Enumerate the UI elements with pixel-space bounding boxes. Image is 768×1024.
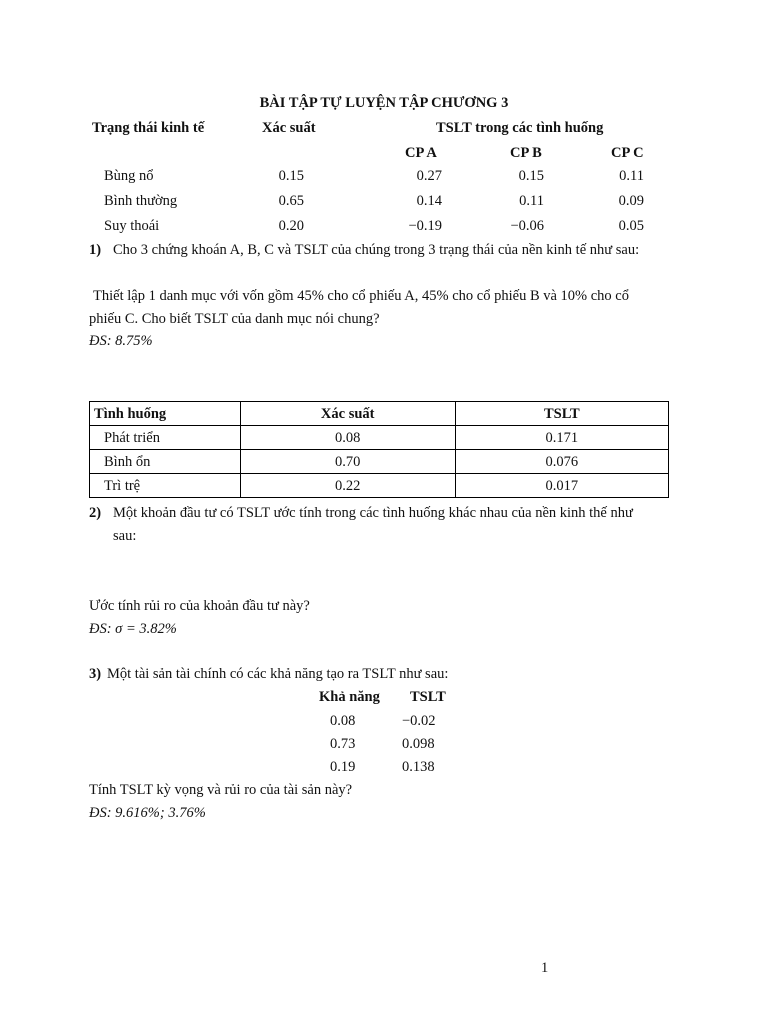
ex3-cell-tslt: 0.098 [402, 736, 435, 752]
ex1-row-state: Bình thường [104, 193, 178, 209]
ex3-number: 3) [89, 666, 102, 682]
ex3-cell-tslt: 0.138 [402, 759, 435, 775]
table-row [90, 474, 669, 498]
ex2-cell-tslt: 0.076 [455, 450, 668, 474]
table-header-row [90, 402, 669, 426]
ex1-question: Cho 3 chứng khoán A, B, C và TSLT của chúng trong 3 trạng thái của nền kinh tế như sau: [113, 242, 640, 258]
ex2-cell-prob: 0.70 [240, 450, 455, 474]
ex1-row-cpa: 0.14 [416, 193, 442, 209]
ex1-row-cpa: −0.19 [408, 218, 442, 234]
ex3-cell-prob: 0.19 [330, 759, 356, 775]
ex1-row-cpb: 0.15 [518, 168, 544, 184]
ex1-header-cpb: CP B [510, 145, 542, 161]
ex1-answer: ĐS: 8.75% [89, 333, 153, 349]
ex2-question-line1: Một khoản đầu tư có TSLT ước tính trong các tình huống khác nhau của nền kinh thế như [113, 505, 633, 521]
ex3-cell-tslt: −0.02 [402, 713, 436, 729]
ex2-number: 2) [89, 505, 102, 521]
ex3-ask: Tính TSLT kỳ vọng và rủi ro của tài sản này? [89, 782, 353, 798]
page-number: 1 [541, 960, 549, 976]
ex1-row-cpc: 0.09 [618, 193, 644, 209]
ex2-question-line2: sau: [113, 528, 137, 544]
ex1-text-line2: phiếu C. Cho biết TSLT của danh mục nói chung? [89, 311, 380, 327]
ex2-header-tslt: TSLT [455, 402, 668, 426]
ex1-header-tslt: TSLT trong các tình huống [436, 120, 604, 136]
ex1-row-state: Bùng nổ [104, 168, 154, 184]
ex2-cell-tslt: 0.017 [455, 474, 668, 498]
ex1-text-line1: Thiết lập 1 danh mục với vốn gồm 45% cho cổ phiếu A, 45% cho cổ phiếu B và 10% cho cổ [93, 288, 629, 304]
ex2-cell-situation: Phát triển [90, 426, 241, 450]
ex3-header-tslt: TSLT [410, 689, 446, 705]
table-row [90, 426, 669, 450]
ex3-cell-prob: 0.08 [330, 713, 356, 729]
ex1-row-state: Suy thoái [104, 218, 160, 234]
ex1-header-prob: Xác suất [262, 120, 316, 136]
ex1-row-prob: 0.65 [278, 193, 304, 209]
ex2-table [89, 401, 669, 498]
ex3-cell-prob: 0.73 [330, 736, 356, 752]
table-row [90, 450, 669, 474]
ex2-ask: Ước tính rủi ro của khoản đầu tư này? [89, 598, 310, 614]
ex1-number: 1) [89, 242, 102, 258]
ex1-row-prob: 0.20 [278, 218, 304, 234]
ex1-header-state: Trạng thái kinh tế [92, 120, 205, 136]
ex2-header-situation: Tình huống [90, 402, 241, 426]
page-title: BÀI TẬP TỰ LUYỆN TẬP CHƯƠNG 3 [259, 95, 509, 111]
ex1-row-cpb: 0.11 [519, 193, 544, 209]
ex3-answer: ĐS: 9.616%; 3.76% [89, 805, 206, 821]
ex2-cell-prob: 0.08 [240, 426, 455, 450]
ex2-cell-situation: Bình ổn [90, 450, 241, 474]
ex2-cell-situation: Trì trệ [90, 474, 241, 498]
ex2-cell-tslt: 0.171 [455, 426, 668, 450]
ex1-row-prob: 0.15 [278, 168, 304, 184]
ex1-row-cpc: 0.11 [619, 168, 644, 184]
ex3-question: Một tài sản tài chính có các khả năng tạo ra TSLT như sau: [107, 666, 449, 682]
ex1-row-cpc: 0.05 [618, 218, 644, 234]
ex1-header-cpa: CP A [405, 145, 437, 161]
ex2-answer: ĐS: σ = 3.82% [89, 621, 177, 637]
ex2-cell-prob: 0.22 [240, 474, 455, 498]
ex1-header-cpc: CP C [611, 145, 644, 161]
ex3-header-prob: Khả năng [319, 689, 380, 705]
ex2-header-prob: Xác suất [240, 402, 455, 426]
ex1-row-cpa: 0.27 [416, 168, 442, 184]
ex1-row-cpb: −0.06 [510, 218, 544, 234]
